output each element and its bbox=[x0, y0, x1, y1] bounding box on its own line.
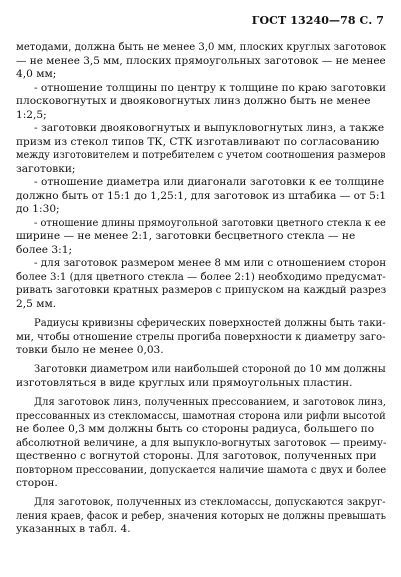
text-line: сторон. bbox=[16, 477, 58, 489]
text-line: до 1:30; bbox=[16, 203, 60, 215]
text-line: - для заготовок размером менее 8 мм или с отношением сторон bbox=[34, 257, 387, 269]
text-line: товки было не менее 0,03. bbox=[16, 344, 164, 356]
text-line: более 3:1 (для цветного стекла — более 2:1) необходимо предусмат- bbox=[16, 270, 386, 283]
text-line: абсолютной величине, а для выпукло-вогнутых заготовок — преиму- bbox=[16, 436, 387, 449]
text-line: должно быть от 15:1 до 1,25:1, для заготовок из штабика — от 5:1 bbox=[16, 189, 387, 202]
text-line: 2,5 мм. bbox=[16, 297, 57, 310]
text-line: плосковогнутых и двояковогнутых линз должно быть не менее bbox=[16, 95, 371, 107]
text-line: ми, чтобы отношение стрелы прогиба поверхности к диаметру заго- bbox=[16, 330, 386, 343]
page-header: ГОСТ 13240—78 С. 7 bbox=[251, 14, 384, 27]
text-line: ривать заготовки кратных размеров с припуском на каждый разрез bbox=[16, 284, 387, 296]
text-line: прессованных из стекломассы, шамотная сторона или рифли высотой bbox=[16, 409, 386, 422]
text-line: более 3:1; bbox=[16, 243, 73, 256]
text-line: Для заготовок, полученных из стекломассы, допускаются закруг- bbox=[34, 496, 386, 508]
text-line: 4,0 мм; bbox=[16, 68, 57, 80]
text-line: Для заготовок линз, полученных прессованием, и заготовок линз, bbox=[34, 396, 386, 408]
text-line: методами, должна быть не менее 3,0 мм, плоских круглых заготовок bbox=[16, 41, 387, 53]
text-line: ширине — не менее 2:1, заготовки бесцветного стекла — не bbox=[16, 230, 356, 242]
text-line: указанных в табл. 4. bbox=[16, 523, 131, 535]
text-line: повторном прессовании, допускается наличие шамота с двух и более bbox=[16, 463, 387, 476]
text-line: - отношение диаметра или диагонали заготовки к ее толщине bbox=[34, 176, 385, 188]
text-line: изготовляться в виде круглых или прямоугольных пластин. bbox=[16, 376, 353, 389]
text-line: призм из стекол типов ТК, СТК изготавливают по согласованию bbox=[16, 135, 380, 148]
text-line: Заготовки диаметром или наибольшей стороной до 10 мм должны bbox=[34, 363, 386, 375]
text-line: заготовки; bbox=[16, 162, 76, 175]
text-line: не более 0,3 мм должны быть со стороны радиуса, большего по bbox=[16, 423, 375, 435]
text-line: 1:2,5; bbox=[16, 108, 47, 121]
text-line: - заготовки двояковогнутых и выпукловогнутых линз, а также bbox=[34, 122, 385, 134]
text-line: - отношение толщины по центру к толщине по краю заготовки bbox=[34, 81, 387, 94]
text-line: между изготовителем и потребителем с учетом соотношения размеров bbox=[16, 149, 386, 161]
text-line: - отношение длины прямоугольной заготовки цветного стекла к ее bbox=[34, 216, 386, 229]
text-line: Радиусы кривизны сферических поверхностей должны быть таки- bbox=[34, 317, 386, 329]
text-line: щественно с вогнутой стороны. Для заготовок, полученных при bbox=[16, 450, 377, 462]
text-line: ления краев, фасок и ребер, значения которых не должны превышать bbox=[16, 509, 387, 522]
text-line: — не менее 3,5 мм, плоских прямоугольных заготовок — не менее bbox=[16, 54, 386, 67]
